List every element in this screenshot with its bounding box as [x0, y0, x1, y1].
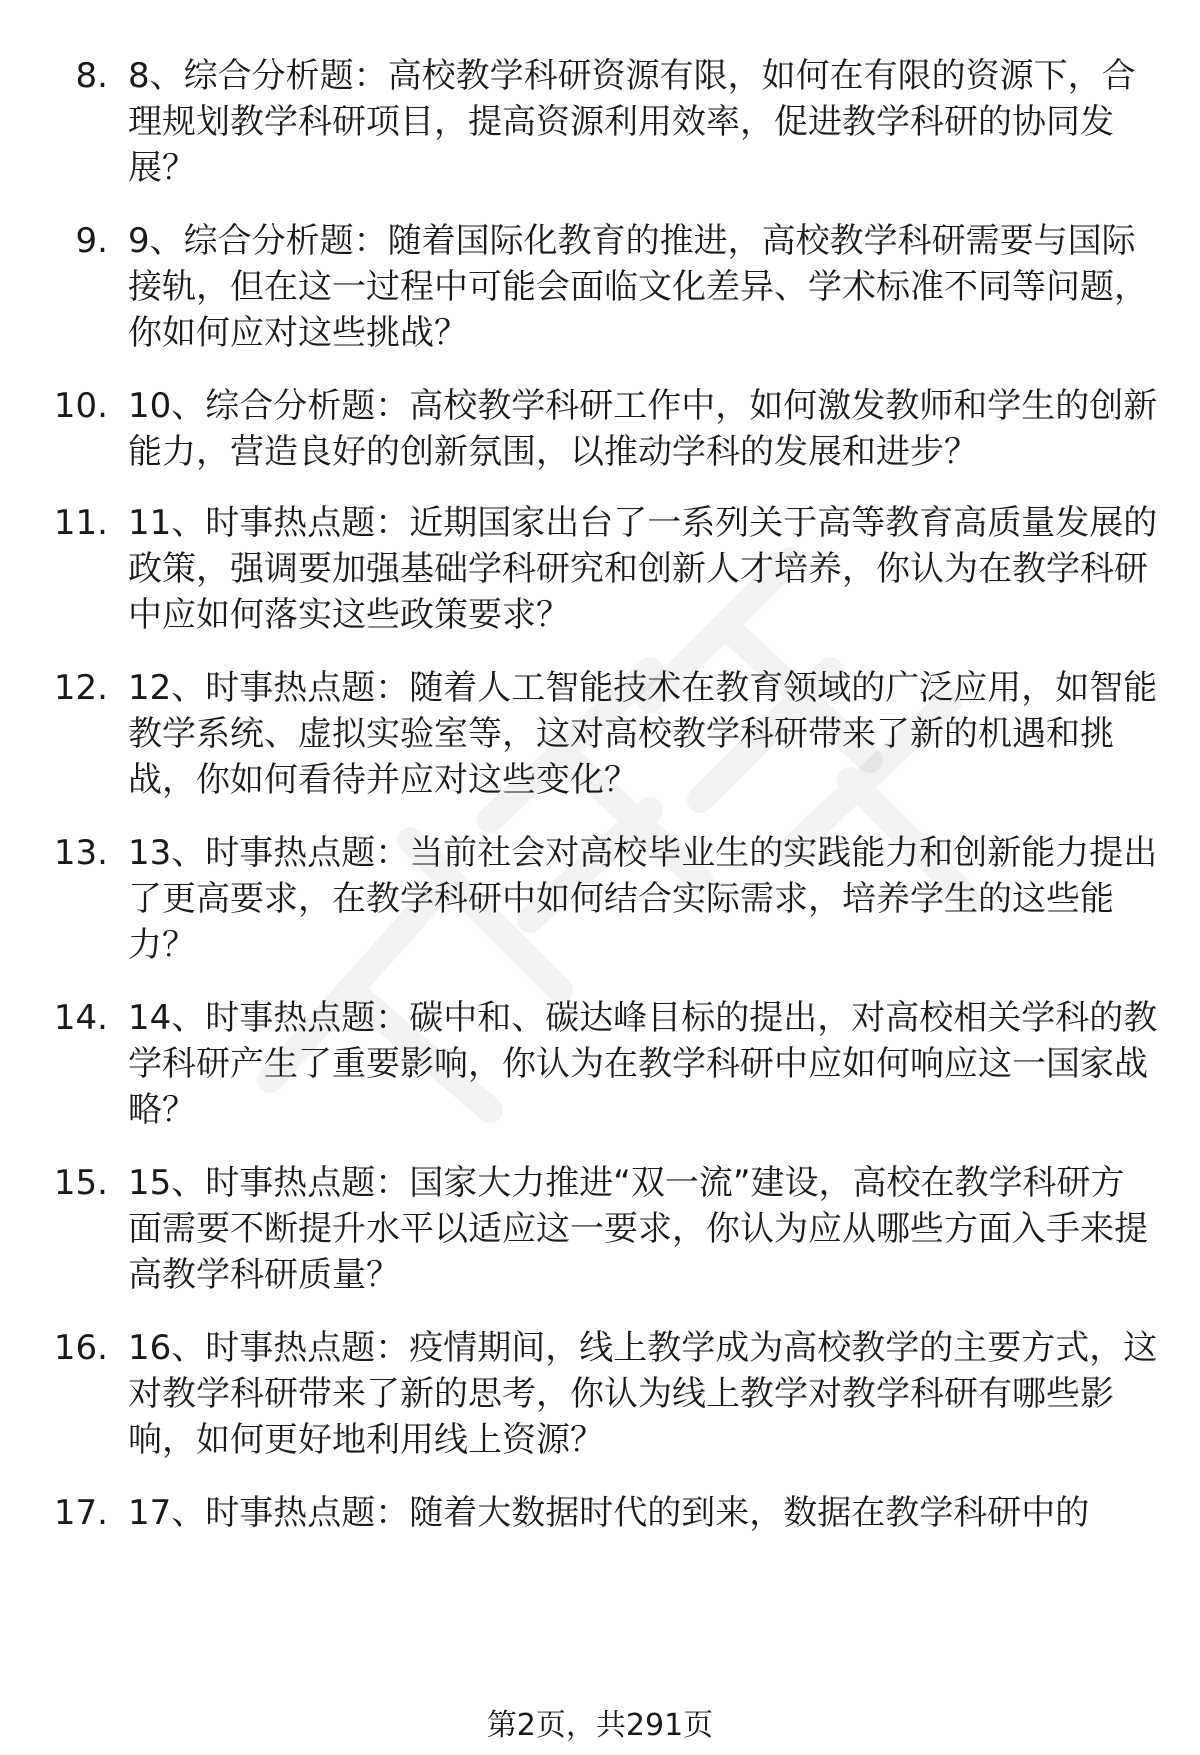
item-number: 13. — [53, 833, 108, 873]
item-number: 15. — [53, 1163, 108, 1203]
item-text: 17、时事热点题：随着大数据时代的到来，数据在教学科研中的 — [128, 1493, 1090, 1533]
item-number: 8. — [75, 56, 108, 96]
item-text: 16、时事热点题：疫情期间，线上教学成为高校教学的主要方式，这对教学科研带来了新的思考，你认为线上教学对教学科研有哪些影响，如何更好地利用线上资源？ — [128, 1328, 1158, 1460]
item-text: 8、综合分析题：高校教学科研资源有限，如何在有限的资源下，合理规划教学科研项目，提高资源利用效率，促进教学科研的协同发展？ — [128, 56, 1136, 188]
item-text: 14、时事热点题：碳中和、碳达峰目标的提出，对高校相关学科的教学科研产生了重要影响，你认为在教学科研中应如何响应这一国家战略？ — [128, 998, 1158, 1130]
item-number: 10. — [53, 386, 108, 426]
item-text: 12、时事热点题：随着人工智能技术在教育领域的广泛应用，如智能教学系统、虚拟实验室等，这对高校教学科研带来了新的机遇和挑战，你如何看待并应对这些变化？ — [128, 668, 1158, 800]
item-text: 10、综合分析题：高校教学科研工作中，如何激发教师和学生的创新能力，营造良好的创新氛围，以推动学科的发展和进步？ — [128, 386, 1158, 472]
item-text: 11、时事热点题：近期国家出台了一系列关于高等教育高质量发展的政策，强调要加强基础学科研究和创新人才培养，你认为在教学科研中应如何落实这些政策要求？ — [128, 503, 1158, 635]
item-number: 17. — [53, 1493, 108, 1533]
item-number: 14. — [53, 998, 108, 1038]
item-number: 11. — [53, 503, 108, 543]
page-footer: 第2页，共291页 — [486, 1708, 714, 1743]
item-number: 12. — [53, 668, 108, 708]
item-number: 9. — [75, 221, 108, 261]
item-text: 13、时事热点题：当前社会对高校毕业生的实践能力和创新能力提出了更高要求，在教学科研中如何结合实际需求，培养学生的这些能力？ — [128, 833, 1158, 965]
item-text: 15、时事热点题：国家大力推进“双一流”建设，高校在教学科研方面需要不断提升水平以适应这一要求，你认为应从哪些方面入手来提高教学科研质量？ — [128, 1163, 1148, 1295]
item-number: 16. — [53, 1328, 108, 1368]
item-text: 9、综合分析题：随着国际化教育的推进，高校教学科研需要与国际接轨，但在这一过程中可能会面临文化差异、学术标准不同等问题，你如何应对这些挑战？ — [128, 221, 1148, 353]
